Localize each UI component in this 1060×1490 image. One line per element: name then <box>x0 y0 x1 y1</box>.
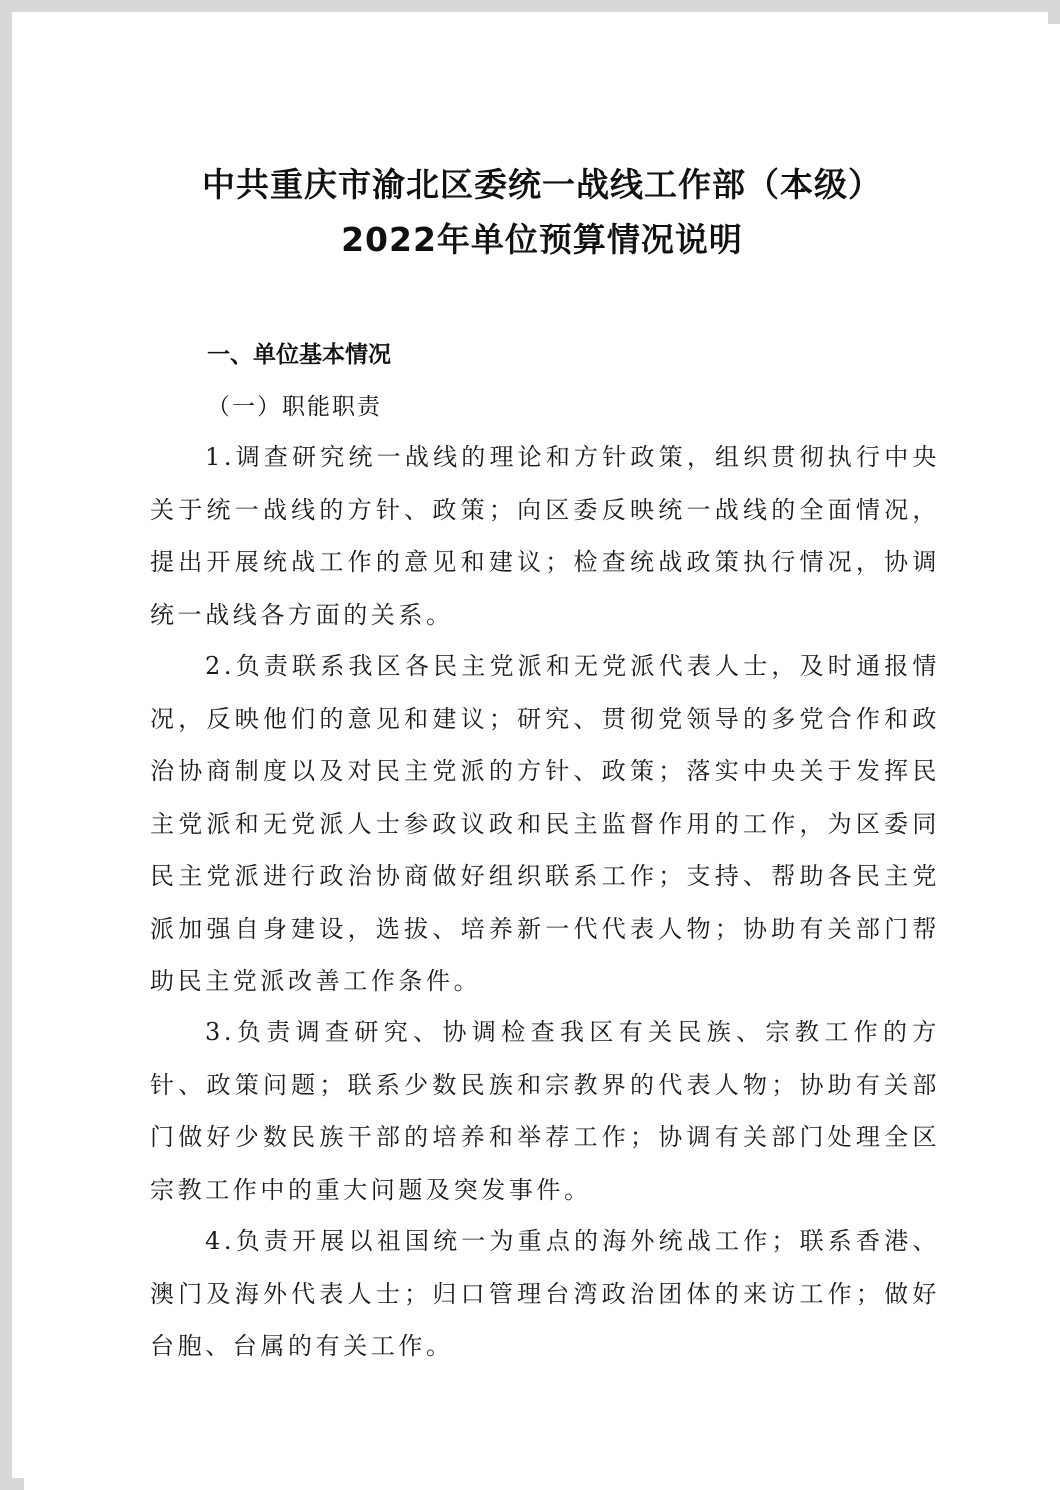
section-heading-basic-info: 一、单位基本情况 <box>207 342 391 368</box>
document-page <box>24 24 1060 1490</box>
duty-paragraph-1: 1.调查研究统一战线的理论和方针政策，组织贯彻执行中央关于统一战线的方针、政策；向区委反映统一战线的全面情况，提出开展统战工作的意见和建议；检查统战政策执行情况，协调统一战线各方面的关系。 <box>150 443 940 629</box>
document-title-line-1: 中共重庆市渝北区委统一战线工作部（本级） <box>202 165 882 204</box>
subsection-heading-duties: （一）职能职责 <box>207 394 382 420</box>
document-title-line-2: 2022年单位预算情况说明 <box>341 220 743 259</box>
duty-paragraph-3: 3.负责调查研究、协调检查我区有关民族、宗教工作的方针、政策问题；联系少数民族和宗教界的代表人物；协助有关部门做好少数民族干部的培养和举荐工作；协调有关部门处理全区宗教工作中的重大问题及突发事件。 <box>150 1018 940 1204</box>
duty-paragraph-2: 2.负责联系我区各民主党派和无党派代表人士，及时通报情况，反映他们的意见和建议；研究、贯彻党领导的多党合作和政治协商制度以及对民主党派的方针、政策；落实中央关于发挥民主党派和无党派人士参政议政和民主监督作用的工作，为区委同民主党派进行政治协商做好组织联系工作；支持、帮助各民主党派加强自身建设，选拔、培养新一代代表人物；协助有关部门帮助民主党派改善工作条件。 <box>150 652 940 995</box>
duty-paragraph-4: 4.负责开展以祖国统一为重点的海外统战工作；联系香港、澳门及海外代表人士；归口管理台湾政治团体的来访工作；做好台胞、台属的有关工作。 <box>150 1227 940 1360</box>
